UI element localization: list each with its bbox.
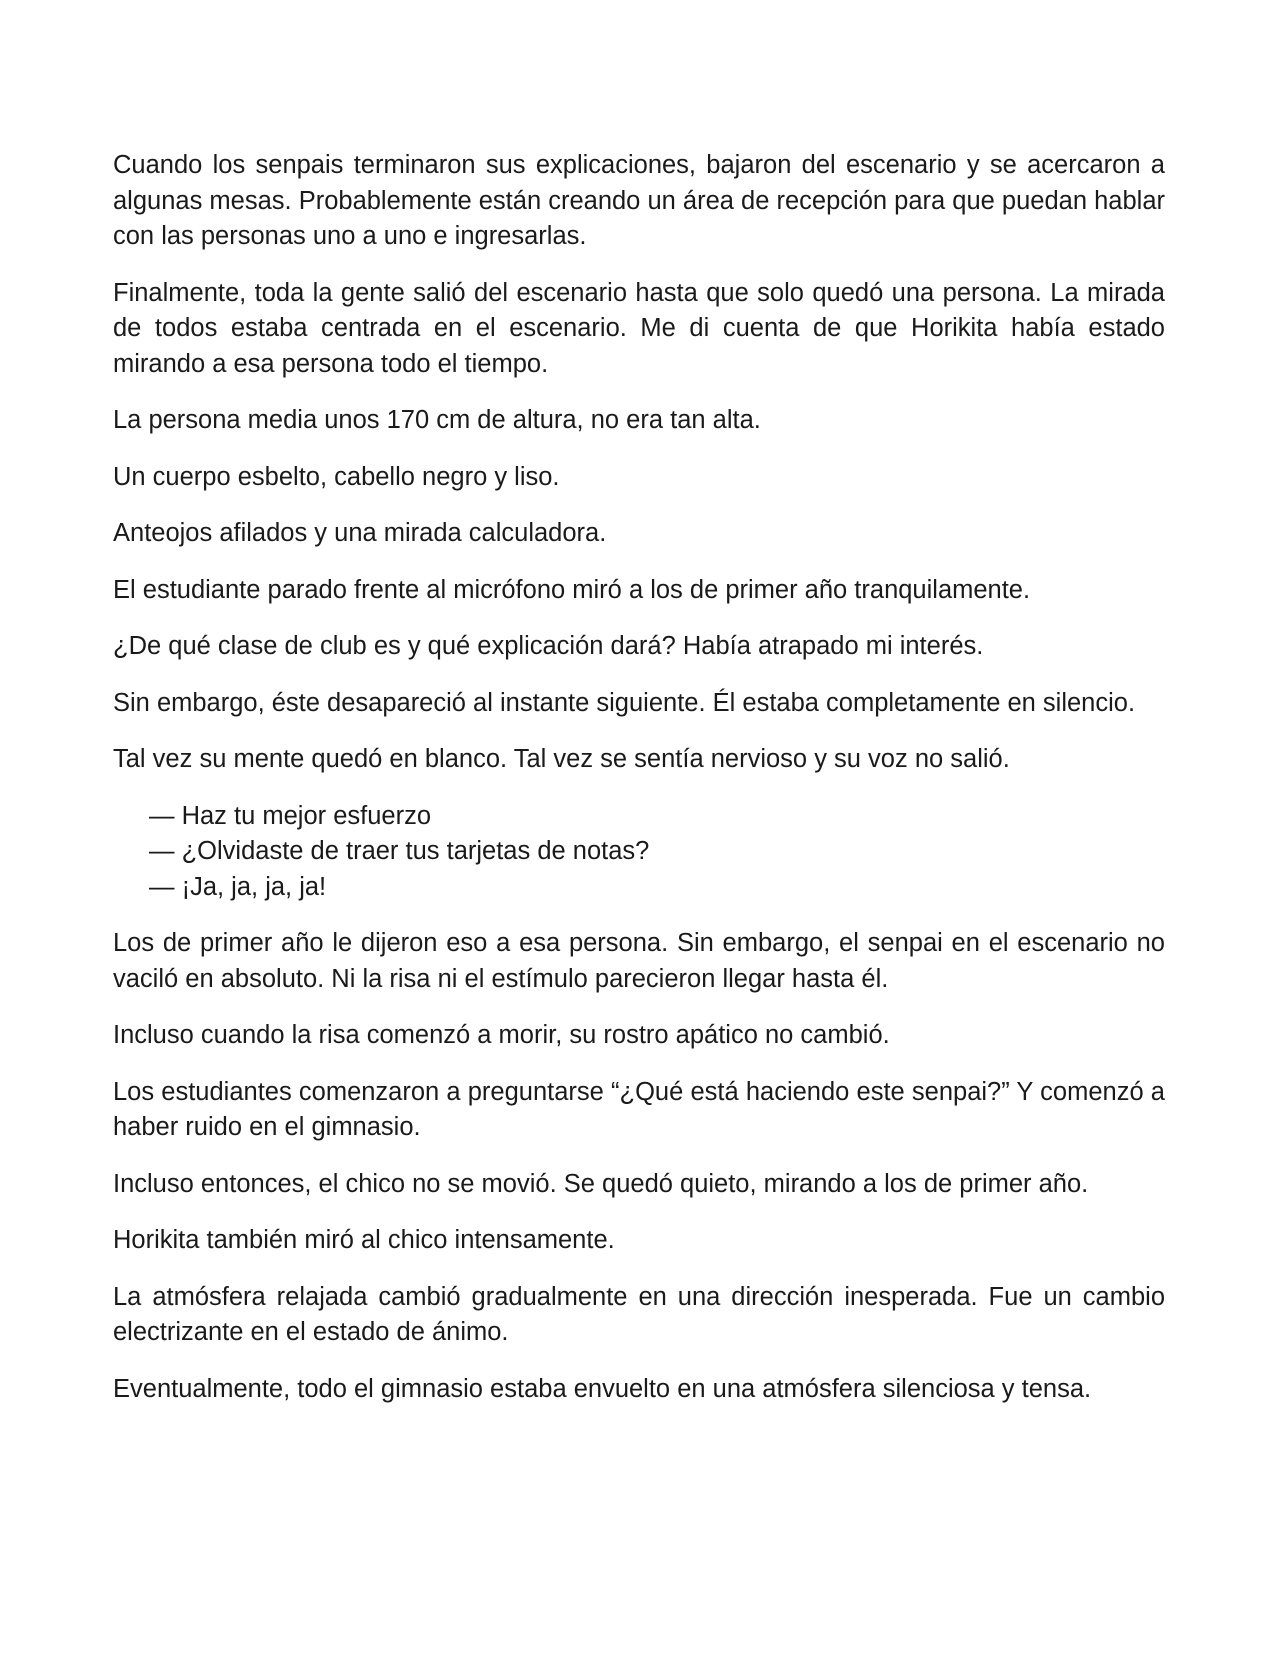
paragraph: Horikita también miró al chico intensamente. [113, 1226, 615, 1254]
paragraph: Los de primer año le dijeron eso a esa persona. Sin embargo, el senpai en el escenario no vaciló en absoluto. Ni la risa ni el estímulo parecieron llegar hasta él. [113, 929, 1165, 993]
paragraph: Sin embargo, éste desapareció al instante siguiente. Él estaba completamente en silencio. [113, 688, 1136, 717]
paragraph: Incluso cuando la risa comenzó a morir, su rostro apático no cambió. [113, 1021, 890, 1049]
paragraph: Eventualmente, todo el gimnasio estaba envuelto en una atmósfera silenciosa y tensa. [113, 1374, 1092, 1403]
document-page [113, 148, 1165, 1407]
paragraph: Un cuerpo esbelto, cabello negro y liso. [113, 462, 560, 491]
paragraph: Tal vez su mente quedó en blanco. Tal vez se sentía nervioso y su voz no salió. [113, 745, 1010, 773]
paragraph: Anteojos afilados y una mirada calculadora. [113, 519, 607, 547]
paragraph: La persona media unos 170 cm de altura, no era tan alta. [113, 406, 761, 434]
paragraph: ¿De qué clase de club es y qué explicación dará? Había atrapado mi interés. [113, 632, 984, 660]
paragraph: Incluso entonces, el chico no se movió. Se quedó quieto, mirando a los de primer año. [113, 1169, 1089, 1198]
paragraph: Cuando los senpais terminaron sus explicaciones, bajaron del escenario y se acercaron a algunas mesas. Probablemente están creando un área de recepción para que puedan hablar con las personas uno a uno e ingresarlas. [113, 151, 1165, 250]
paragraph: La atmósfera relajada cambió gradualmente en una dirección inesperada. Fue un cambio electrizante en el estado de ánimo. [113, 1282, 1165, 1346]
dialogue-line: — ¡Ja, ja, ja, ja! [149, 872, 327, 901]
paragraph: Finalmente, toda la gente salió del escenario hasta que solo quedó una persona. La mirada de todos estaba centrada en el escenario. Me di cuenta de que Horikita había estado mirando a esa persona todo el tiempo. [113, 278, 1165, 378]
paragraph: Los estudiantes comenzaron a preguntarse “¿Qué está haciendo este senpai?” Y comenzó a haber ruido en el gimnasio. [113, 1077, 1165, 1141]
dialogue-line: — ¿Olvidaste de traer tus tarjetas de notas? [149, 837, 650, 865]
dialogue-list [113, 799, 1165, 906]
paragraph: El estudiante parado frente al micrófono miró a los de primer año tranquilamente. [113, 575, 1031, 604]
dialogue-line: — Haz tu mejor esfuerzo [149, 801, 432, 830]
